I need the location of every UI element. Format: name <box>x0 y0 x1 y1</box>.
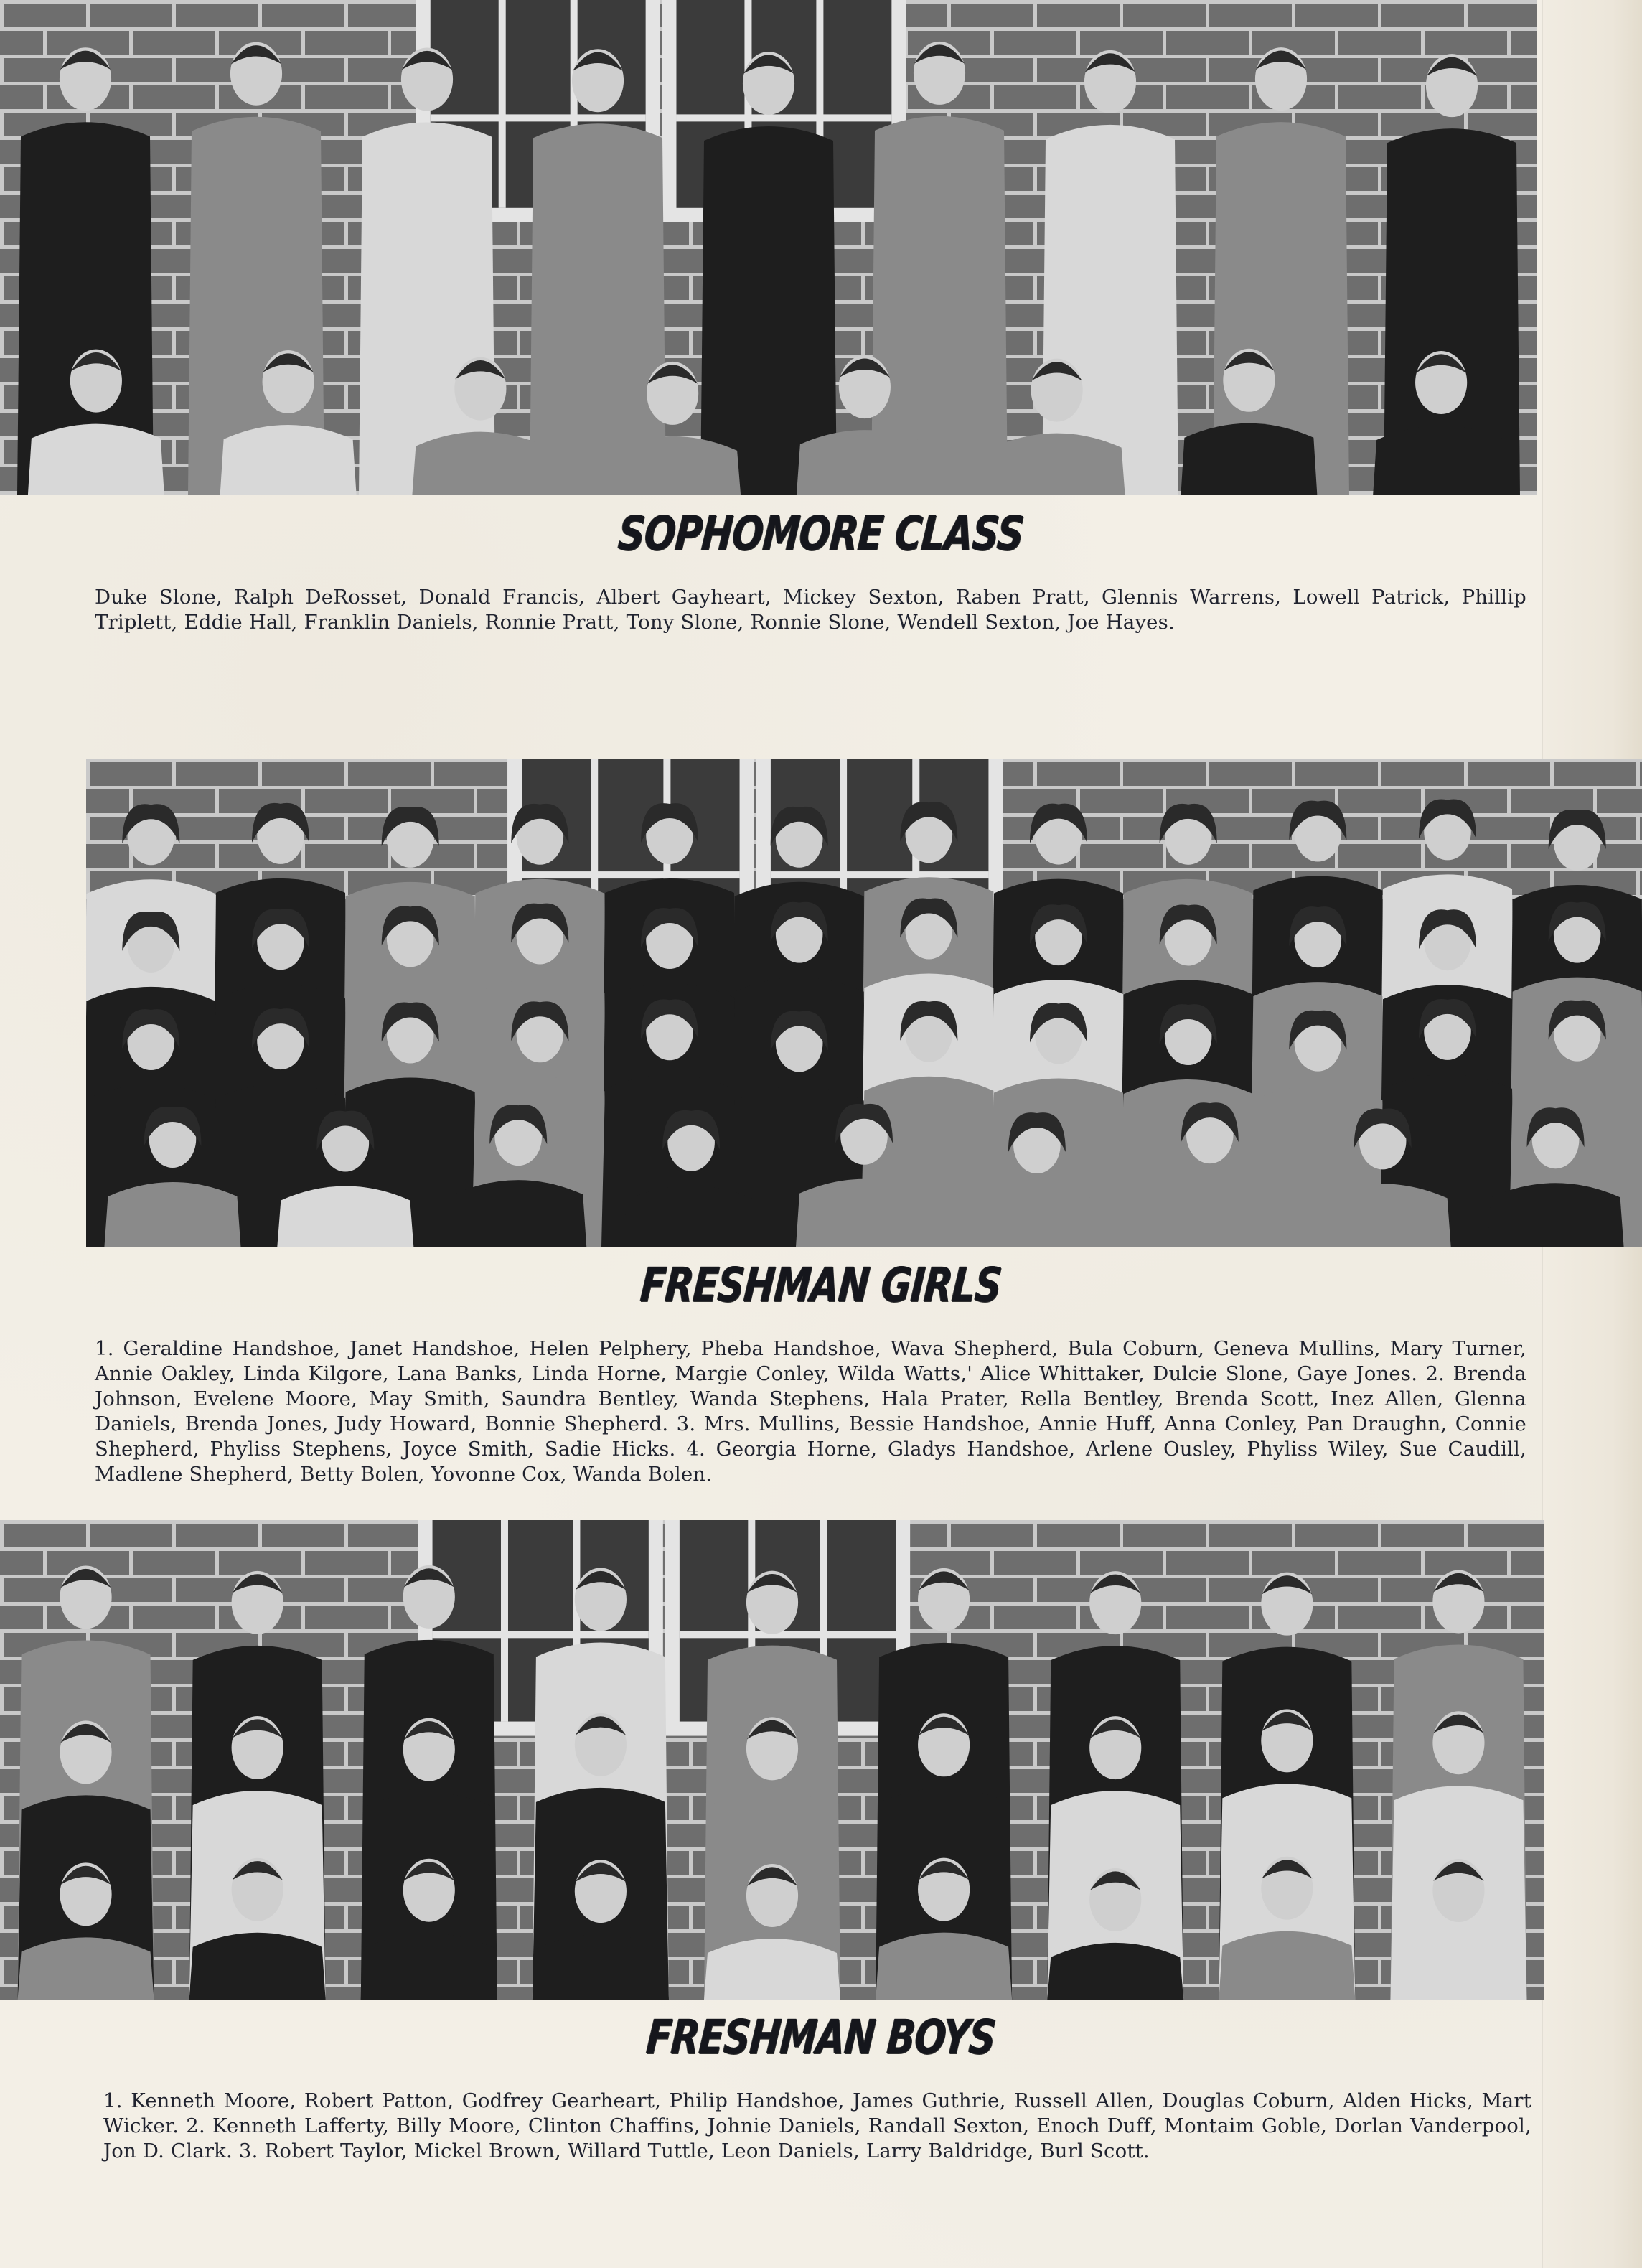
mortar-joint <box>1421 1547 1425 1575</box>
student-body <box>1142 1178 1278 1247</box>
mortar-joint <box>344 164 348 191</box>
student-body <box>604 436 741 495</box>
student-body <box>969 1188 1105 1247</box>
mortar-joint <box>0 327 4 355</box>
mortar-joint <box>1206 1847 1209 1875</box>
mortar-joint <box>517 1902 520 1929</box>
mortar-joint <box>1206 164 1209 191</box>
mortar-joint <box>215 82 219 109</box>
mortar-joint <box>474 786 477 813</box>
mortar-joint <box>0 436 4 464</box>
mortar-joint <box>1378 813 1381 840</box>
mortar-joint <box>1378 164 1381 191</box>
mortar-joint <box>1076 1547 1080 1575</box>
mortar-joint <box>1120 0 1123 27</box>
mortar-joint <box>517 327 520 355</box>
mortar-joint <box>0 382 4 409</box>
student-body <box>18 1937 154 2000</box>
mortar-joint <box>129 82 133 109</box>
window-mullion <box>771 871 989 878</box>
mortar-joint <box>172 55 176 82</box>
mortar-joint <box>344 1738 348 1766</box>
mortar-joint <box>689 327 693 355</box>
mortar-joint <box>1507 786 1511 813</box>
mortar-joint <box>689 1738 693 1766</box>
mortar-joint <box>1033 759 1037 786</box>
mortar-joint <box>215 786 219 813</box>
mortar-joint <box>861 1957 865 1984</box>
mortar-joint <box>172 759 176 786</box>
mortar-joint <box>1292 0 1295 27</box>
mortar-joint <box>301 27 305 55</box>
mortar-joint <box>990 82 994 109</box>
mortar-joint <box>1033 0 1037 27</box>
sophomore-class-caption: Duke Slone, Ralph DeRosset, Donald Francis, Albert Gayheart, Mickey Sexton, Raben Pratt, Glennis Warrens, Lowell Patrick, Phillip Triplett, Eddie Hall, Franklin Daniels, Ronnie Pratt, Tony Slone, Ronnie Slone, Wendell Sexton, Joe Hayes. <box>95 586 1526 634</box>
mortar-joint <box>1206 109 1209 136</box>
mortar-joint <box>1249 1602 1252 1629</box>
mortar-joint <box>301 1602 305 1629</box>
mortar-joint <box>1206 1793 1209 1820</box>
mortar-joint <box>0 109 4 136</box>
mortar-joint <box>1206 382 1209 409</box>
student-body <box>876 1933 1012 2000</box>
window-mullion <box>522 871 740 878</box>
mortar-joint <box>1120 1520 1123 1547</box>
mortar-joint <box>172 491 176 495</box>
mortar-joint <box>1249 1547 1252 1575</box>
mortar-joint <box>990 27 994 55</box>
student-body <box>189 1933 326 2000</box>
student-body <box>450 1180 586 1247</box>
mortar-joint <box>1033 1629 1037 1657</box>
mortar-joint <box>517 382 520 409</box>
mortar-joint <box>1120 759 1123 786</box>
mortar-joint <box>43 27 47 55</box>
mortar-joint <box>1421 840 1425 868</box>
mortar-joint <box>1076 1602 1080 1629</box>
student-body <box>220 425 357 495</box>
mortar-joint <box>1206 1957 1209 1984</box>
mortar-joint <box>1378 1902 1381 1929</box>
mortar-joint <box>172 164 176 191</box>
mortar-joint <box>172 0 176 27</box>
mortar-joint <box>1378 1520 1381 1547</box>
mortar-joint <box>474 840 477 868</box>
student-body <box>361 1934 497 2000</box>
mortar-joint <box>1120 868 1123 895</box>
mortar-joint <box>1335 1602 1338 1629</box>
window-mullion <box>431 114 646 121</box>
mortar-joint <box>0 1684 4 1711</box>
mortar-joint <box>1378 1684 1381 1711</box>
mortar-joint <box>947 0 951 27</box>
sophomore-photo-canvas <box>0 0 1537 495</box>
mortar-joint <box>344 1793 348 1820</box>
mortar-joint <box>1636 868 1640 895</box>
mortar-joint <box>1033 218 1037 245</box>
mortar-joint <box>1249 82 1252 109</box>
mortar-joint <box>689 1793 693 1820</box>
mortar-joint <box>1335 1547 1338 1575</box>
mortar-joint <box>301 786 305 813</box>
mortar-joint <box>1206 273 1209 300</box>
mortar-joint <box>86 813 90 840</box>
mortar-joint <box>1507 840 1511 868</box>
mortar-joint <box>1206 327 1209 355</box>
mortar-joint <box>301 1547 305 1575</box>
mortar-joint <box>861 1902 865 1929</box>
mortar-joint <box>1464 1520 1468 1547</box>
mortar-joint <box>1033 109 1037 136</box>
student-body <box>1219 1931 1355 2000</box>
mortar-joint <box>990 1547 994 1575</box>
student-body <box>796 1179 932 1247</box>
mortar-joint <box>0 1738 4 1766</box>
mortar-joint <box>1033 1684 1037 1711</box>
mortar-joint <box>172 382 176 409</box>
mortar-joint <box>1335 82 1338 109</box>
freshman-girls-caption: 1. Geraldine Handshoe, Janet Handshoe, Helen Pelphery, Pheba Handshoe, Wava Shepherd, Bula Coburn, Geneva Mullins, Mary Turner, Annie Oakley, Linda Kilgore, Lana Banks, Linda Horne, Margie Conley, Wilda Watts,' Alice Whittaker, Dulcie Slone, Gaye Jones. 2. Brenda Johnson, Evelene Moore, May Smith, Saundra Bentley, Wanda Stephens, Hala Prater, Rella Bentley, Brenda Scott, Inez Allen, Glenna Daniels, Brenda Jones, Judy Howard, Bonnie Shepherd. 3. Mrs. Mullins, Bessie Handshoe, Annie Huff, Anna Conley, Pan Draughn, Connie Shepherd, Phyliss Stephens, Joyce Smith, Sadie Hicks. 4. Georgia Horne, Gladys Handshoe, Arlene Ousley, Phyliss Wiley, Sue Caudill, Madlene Shepherd, Betty Bolen, Yovonne Cox, Wanda Bolen. <box>95 1337 1526 1486</box>
mortar-joint <box>1378 759 1381 786</box>
student-body <box>1488 1183 1624 1247</box>
window-mullion <box>501 1520 508 1722</box>
mortar-joint <box>258 1520 262 1547</box>
mortar-joint <box>1378 1957 1381 1984</box>
mortar-joint <box>1076 82 1080 109</box>
mortar-joint <box>172 436 176 464</box>
mortar-joint <box>1033 1793 1037 1820</box>
mortar-joint <box>1636 759 1640 786</box>
mortar-joint <box>344 273 348 300</box>
mortar-joint <box>172 1957 176 1984</box>
mortar-joint <box>1249 27 1252 55</box>
mortar-joint <box>1163 1547 1166 1575</box>
sophomore-class-photo <box>0 0 1537 495</box>
mortar-joint <box>1249 840 1252 868</box>
mortar-joint <box>215 1602 219 1629</box>
mortar-joint <box>689 273 693 300</box>
freshman-boys-photo <box>0 1520 1544 2000</box>
mortar-joint <box>689 1957 693 1984</box>
mortar-joint <box>1421 1602 1425 1629</box>
mortar-joint <box>172 1902 176 1929</box>
mortar-joint <box>344 218 348 245</box>
mortar-joint <box>172 1684 176 1711</box>
student-body <box>104 1182 240 1247</box>
mortar-joint <box>388 82 391 109</box>
mortar-joint <box>1378 382 1381 409</box>
mortar-joint <box>172 1847 176 1875</box>
mortar-joint <box>1593 786 1597 813</box>
mortar-joint <box>388 1602 391 1629</box>
mortar-joint <box>1033 55 1037 82</box>
mortar-joint <box>344 813 348 840</box>
mortar-joint <box>1378 218 1381 245</box>
mortar-joint <box>1033 1847 1037 1875</box>
mortar-joint <box>517 1738 520 1766</box>
mortar-joint <box>0 218 4 245</box>
sophomore-class-heading: SOPHOMORE CLASS <box>616 506 1026 561</box>
mortar-joint <box>1033 1575 1037 1602</box>
window-mullion <box>676 114 891 121</box>
mortar-joint <box>0 1793 4 1820</box>
mortar-joint <box>1421 786 1425 813</box>
mortar-joint <box>1507 82 1511 109</box>
mortar-joint <box>129 1547 133 1575</box>
mortar-joint <box>0 0 4 27</box>
mortar-joint <box>1292 1520 1295 1547</box>
freshman-boys-caption: 1. Kenneth Moore, Robert Patton, Godfrey Gearheart, Philip Handshoe, James Guthrie, Russell Allen, Douglas Coburn, Alden Hicks, Mart Wicker. 2. Kenneth Lafferty, Billy Moore, Clinton Chaffins, Johnie Daniels, Randall Sexton, Enoch Duff, Montaim Goble, Dorlan Vanderpool, Jon D. Clark. 3. Robert Taylor, Mickel Brown, Willard Tuttle, Leon Daniels, Larry Baldridge, Burl Scott. <box>103 2089 1531 2162</box>
mortar-joint <box>215 1547 219 1575</box>
mortar-joint <box>1033 1520 1037 1547</box>
mortar-joint <box>1378 1793 1381 1820</box>
mortar-joint <box>1120 813 1123 840</box>
mortar-joint <box>0 1847 4 1875</box>
window-mullion <box>433 1631 649 1638</box>
mortar-joint <box>86 868 90 895</box>
mortar-joint <box>0 1575 4 1602</box>
mortar-joint <box>344 55 348 82</box>
mortar-joint <box>1507 1547 1511 1575</box>
mortar-joint <box>1249 786 1252 813</box>
mortar-joint <box>1163 27 1166 55</box>
mortar-joint <box>344 1629 348 1657</box>
mortar-joint <box>215 27 219 55</box>
mortar-joint <box>1033 164 1037 191</box>
mortar-joint <box>1206 1684 1209 1711</box>
mortar-joint <box>1206 218 1209 245</box>
mortar-joint <box>388 1547 391 1575</box>
mortar-joint <box>1335 27 1338 55</box>
mortar-joint <box>344 327 348 355</box>
window-mullion <box>499 0 506 208</box>
mortar-joint <box>1636 813 1640 840</box>
mortar-joint <box>344 1575 348 1602</box>
mortar-joint <box>129 27 133 55</box>
mortar-joint <box>344 0 348 27</box>
mortar-joint <box>1378 1738 1381 1766</box>
mortar-joint <box>43 1547 47 1575</box>
mortar-joint <box>1292 759 1295 786</box>
mortar-joint <box>861 1738 865 1766</box>
mortar-joint <box>517 1793 520 1820</box>
mortar-joint <box>344 1847 348 1875</box>
mortar-joint <box>1378 55 1381 82</box>
mortar-joint <box>1206 1738 1209 1766</box>
mortar-joint <box>172 1738 176 1766</box>
student-body <box>1390 1934 1526 2000</box>
mortar-joint <box>86 1520 90 1547</box>
mortar-joint <box>0 491 4 495</box>
mortar-joint <box>301 82 305 109</box>
mortar-joint <box>1033 273 1037 300</box>
mortar-joint <box>1206 1629 1209 1657</box>
mortar-joint <box>0 1957 4 1984</box>
mortar-joint <box>0 1902 4 1929</box>
mortar-joint <box>1378 0 1381 27</box>
mortar-joint <box>517 1847 520 1875</box>
mortar-joint <box>1421 82 1425 109</box>
mortar-joint <box>344 759 348 786</box>
student-body <box>1373 426 1509 495</box>
mortar-joint <box>1378 327 1381 355</box>
freshman-girls-heading: FRESHMAN GIRLS <box>638 1257 1004 1313</box>
mortar-joint <box>1206 1520 1209 1547</box>
mortar-joint <box>344 382 348 409</box>
student-body <box>704 1939 840 2000</box>
mortar-joint <box>1421 27 1425 55</box>
student-body <box>277 1186 413 1247</box>
mortar-joint <box>344 1520 348 1547</box>
mortar-joint <box>1033 1738 1037 1766</box>
student-body <box>533 1934 669 2000</box>
mortar-joint <box>344 1957 348 1984</box>
mortar-joint <box>1033 327 1037 355</box>
mortar-joint <box>1378 109 1381 136</box>
mortar-joint <box>172 1629 176 1657</box>
mortar-joint <box>1163 82 1166 109</box>
mortar-joint <box>258 0 262 27</box>
mortar-joint <box>1507 1602 1511 1629</box>
student-body <box>1315 1184 1451 1247</box>
freshman-girls-photo-canvas <box>86 759 1642 1247</box>
mortar-joint <box>388 27 391 55</box>
mortar-joint <box>431 759 434 786</box>
mortar-joint <box>344 109 348 136</box>
student-body <box>623 1186 759 1247</box>
mortar-joint <box>172 1793 176 1820</box>
mortar-joint <box>1550 759 1554 786</box>
freshman-boys-heading: FRESHMAN BOYS <box>644 2010 998 2065</box>
mortar-joint <box>1378 1575 1381 1602</box>
mortar-joint <box>344 1684 348 1711</box>
mortar-joint <box>43 82 47 109</box>
mortar-joint <box>517 273 520 300</box>
freshman-boys-photo-canvas <box>0 1520 1544 2000</box>
mortar-joint <box>0 1520 4 1547</box>
mortar-joint <box>1033 1902 1037 1929</box>
mortar-joint <box>172 1575 176 1602</box>
mortar-joint <box>344 1902 348 1929</box>
student-body <box>1181 423 1317 495</box>
mortar-joint <box>1206 1575 1209 1602</box>
mortar-joint <box>172 218 176 245</box>
freshman-girls-photo <box>86 759 1642 1247</box>
mortar-joint <box>1206 759 1209 786</box>
mortar-joint <box>172 1520 176 1547</box>
mortar-joint <box>1206 0 1209 27</box>
mortar-joint <box>1163 840 1166 868</box>
mortar-joint <box>1378 1847 1381 1875</box>
mortar-joint <box>172 109 176 136</box>
mortar-joint <box>947 1520 951 1547</box>
mortar-joint <box>1464 0 1468 27</box>
mortar-joint <box>86 759 90 786</box>
mortar-joint <box>861 1793 865 1820</box>
mortar-joint <box>1464 759 1468 786</box>
mortar-joint <box>258 759 262 786</box>
mortar-joint <box>1076 27 1080 55</box>
mortar-joint <box>1378 1629 1381 1657</box>
mortar-joint <box>1033 1957 1037 1984</box>
student-body <box>412 432 548 495</box>
mortar-joint <box>1163 786 1166 813</box>
mortar-joint <box>1206 1902 1209 1929</box>
mortar-joint <box>0 55 4 82</box>
window-mullion <box>680 1631 896 1638</box>
student-body <box>28 424 164 495</box>
mortar-joint <box>0 1629 4 1657</box>
mortar-joint <box>344 868 348 895</box>
mortar-joint <box>1163 1602 1166 1629</box>
mortar-joint <box>0 273 4 300</box>
mortar-joint <box>215 840 219 868</box>
mortar-joint <box>689 1847 693 1875</box>
student-body <box>797 430 933 495</box>
mortar-joint <box>172 327 176 355</box>
mortar-joint <box>861 273 865 300</box>
mortar-joint <box>689 1902 693 1929</box>
mortar-joint <box>517 1957 520 1984</box>
mortar-joint <box>86 0 90 27</box>
mortar-joint <box>861 1847 865 1875</box>
mortar-joint <box>1206 55 1209 82</box>
mortar-joint <box>172 273 176 300</box>
mortar-joint <box>1378 273 1381 300</box>
mortar-joint <box>1507 27 1511 55</box>
mortar-joint <box>990 1602 994 1629</box>
mortar-joint <box>0 164 4 191</box>
mortar-joint <box>388 786 391 813</box>
student-body <box>1047 1943 1183 2000</box>
student-body <box>989 434 1125 495</box>
mortar-joint <box>43 1602 47 1629</box>
mortar-joint <box>129 1602 133 1629</box>
mortar-joint <box>861 327 865 355</box>
